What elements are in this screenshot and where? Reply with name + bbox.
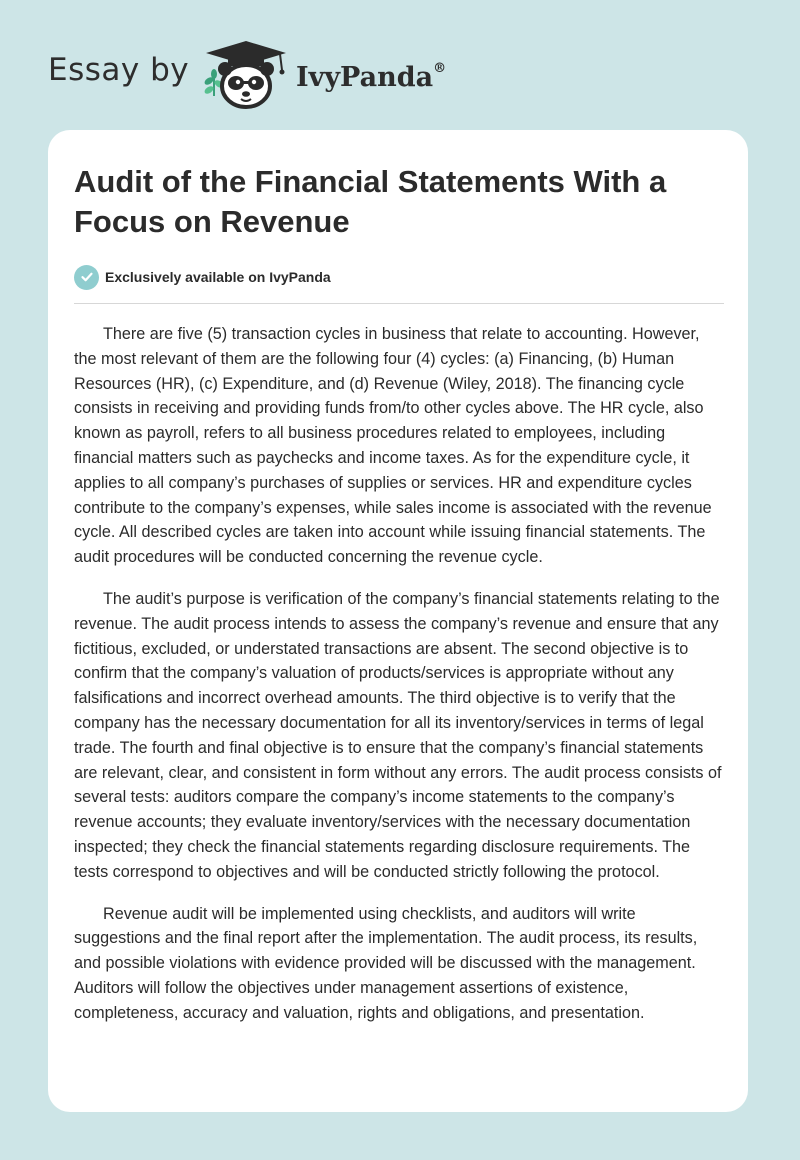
brand-prefix: Essay by bbox=[48, 52, 190, 88]
brand-name[interactable]: IvyPanda® bbox=[296, 61, 447, 93]
paragraph-3: Revenue audit will be implemented using checklists, and auditors will write suggestions and the final report after the implementation. The audit process, its results, and possible violations with evidence provided will be discussed with the management. Auditors will follow the objectives under management assertions of existence, completeness, accuracy and valuation, rights and obligations, and presentation. bbox=[74, 904, 698, 1022]
panda-logo-icon[interactable] bbox=[200, 36, 292, 112]
paragraph-1: There are five (5) transaction cycles in business that relate to accounting. However, the most relevant of them are the following four (4) cycles: (a) Financing, (b) Human Resources (HR), (c) Expenditure, and (d) Revenue (Wiley, 2018). The financing cycle consists in receiving and providing funds from/to other cycles above. The HR cycle, also known as payroll, refers to all business procedures related to employees, including financial matters such as paychecks and income taxes. As for the expenditure cycle, it applies to all company’s purchases of supplies or services. HR and expenditure cycles contribute to the company’s expenses, while sales income is associated with the revenue cycle. All described cycles are taken into account while issuing financial statements. The audit procedures will be conducted concerning the revenue cycle. bbox=[74, 325, 712, 567]
registered-mark: ® bbox=[433, 61, 447, 76]
exclusive-badge bbox=[74, 264, 331, 290]
badge-label: Exclusively available on IvyPanda bbox=[105, 269, 331, 285]
article-title: Audit of the Financial Statements With a Focus on Revenue bbox=[74, 164, 667, 239]
divider bbox=[74, 303, 724, 304]
site-header bbox=[0, 0, 800, 130]
check-circle-icon bbox=[74, 265, 99, 290]
article-card bbox=[48, 130, 748, 1112]
paragraph-2: The audit’s purpose is verification of the company’s financial statements relating to the revenue. The audit process intends to assess the company’s revenue and ensure that any fictitious, excluded, or understated transactions are absent. The second objective is to confirm that the company’s valuation of products/services is appropriate without any falsifications and incorrect overhead amounts. The third objective is to verify that the company has the necessary documentation for all its inventory/services in terms of legal trade. The fourth and final objective is to ensure that the company’s financial statements are relevant, clear, and consistent in form without any errors. The audit process consists of several tests: auditors compare the company’s income statements to the company’s revenue accounts; they evaluate inventory/services with the necessary documentation inspected; they check the financial statements regarding disclosure requirements. The tests correspond to objectives and will be conducted strictly following the protocol. bbox=[74, 589, 722, 881]
article-body bbox=[74, 322, 724, 1043]
